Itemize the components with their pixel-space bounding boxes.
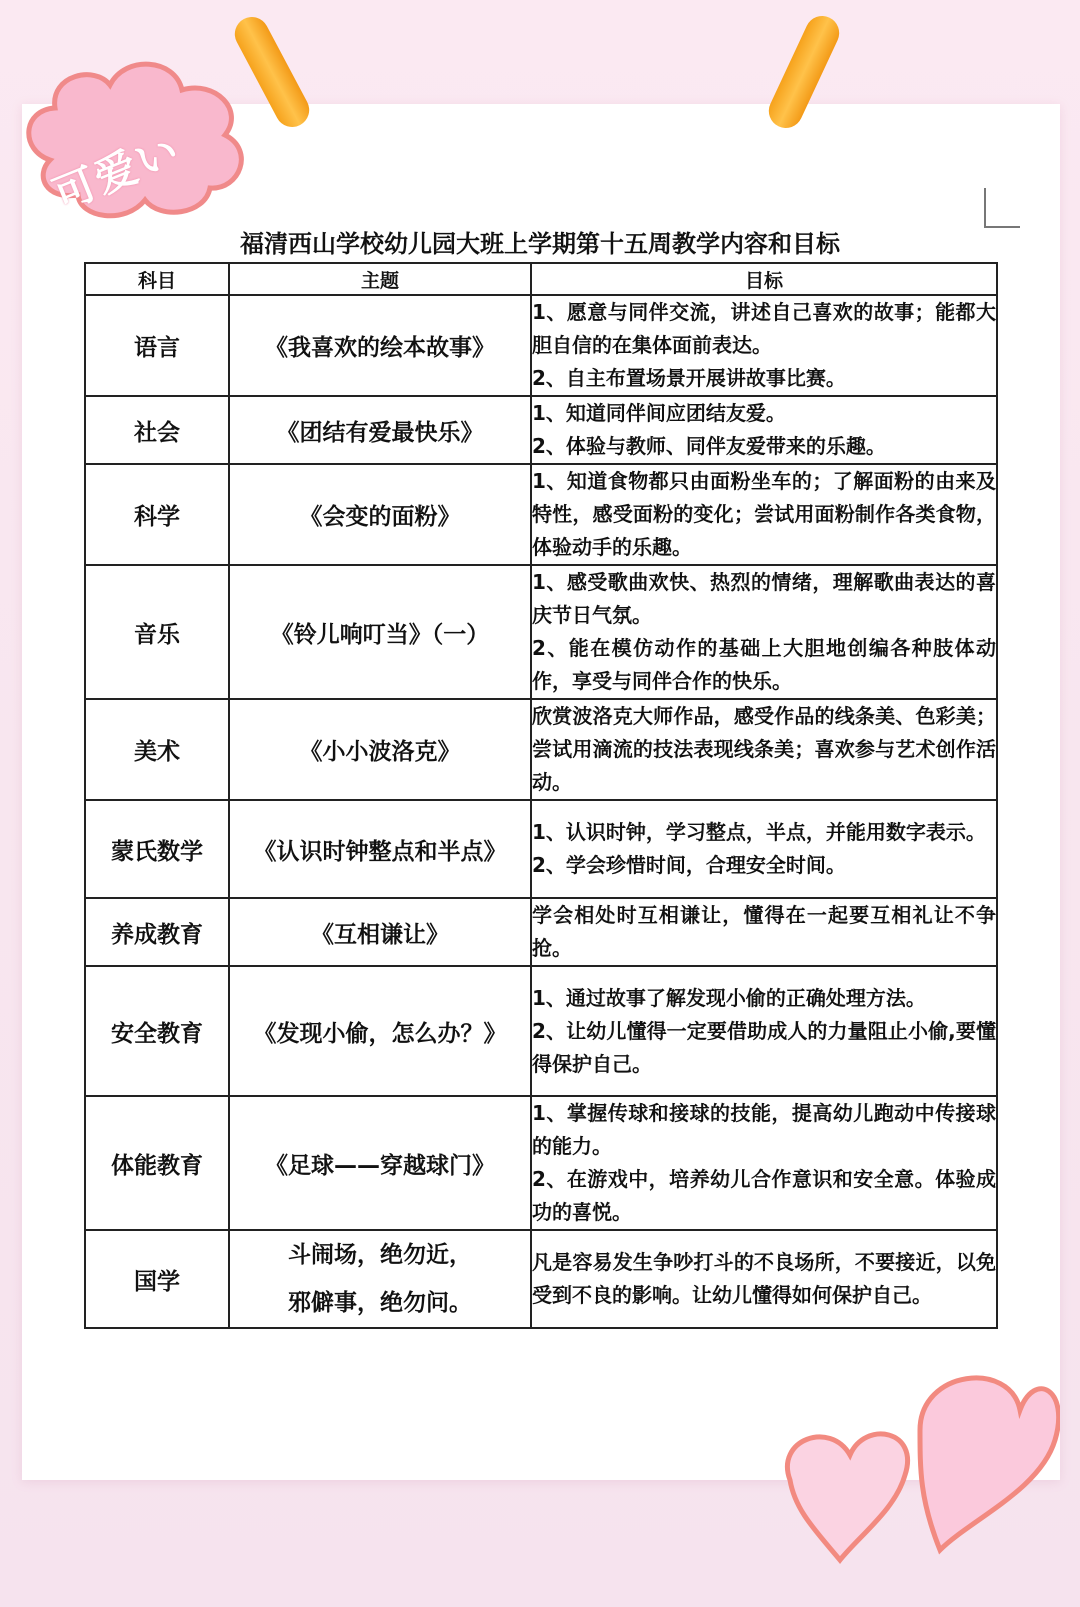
theme-line: 邪僻事，绝勿问。 [288, 1290, 472, 1316]
theme-cell: 《会变的面粉》 [229, 464, 531, 565]
table-row [85, 800, 997, 898]
goal-cell: 凡是容易发生争吵打斗的不良场所，不要接近，以免受到不良的影响。让幼儿懂得如何保护自己。 [531, 1230, 997, 1328]
header-theme: 主题 [229, 263, 531, 295]
table-row [85, 396, 997, 464]
table-header-row [85, 263, 997, 295]
teaching-table [84, 262, 998, 1329]
hearts-sticker [770, 1350, 1060, 1600]
crop-corner-mark [984, 188, 1020, 228]
goal-cell: 1、掌握传球和接球的技能，提高幼儿跑动中传接球的能力。 2、在游戏中，培养幼儿合作意识和安全意。体验成功的喜悦。 [531, 1096, 997, 1230]
theme-cell: 《互相谦让》 [229, 898, 531, 966]
subject-cell: 安全教育 [85, 966, 229, 1096]
theme-cell: 《发现小偷，怎么办？》 [229, 966, 531, 1096]
goal-cell: 1、知道食物都只由面粉坐车的；了解面粉的由来及特性，感受面粉的变化；尝试用面粉制作各类食物，体验动手的乐趣。 [531, 464, 997, 565]
theme-cell: 《我喜欢的绘本故事》 [229, 295, 531, 396]
goal-cell: 1、感受歌曲欢快、热烈的情绪，理解歌曲表达的喜庆节日气氛。 2、能在模仿动作的基础上大胆地创编各种肢体动作，享受与同伴合作的快乐。 [531, 565, 997, 699]
table-row [85, 565, 997, 699]
theme-cell: 《认识时钟整点和半点》 [229, 800, 531, 898]
theme-cell: 《小小波洛克》 [229, 699, 531, 800]
theme-cell [229, 1230, 531, 1328]
subject-cell: 蒙氏数学 [85, 800, 229, 898]
subject-cell: 语言 [85, 295, 229, 396]
table-row [85, 1096, 997, 1230]
theme-line: 斗闹场，绝勿近， [288, 1242, 472, 1268]
header-subject: 科目 [85, 263, 229, 295]
goal-cell: 1、愿意与同伴交流，讲述自己喜欢的故事；能都大胆自信的在集体面前表达。 2、自主布置场景开展讲故事比赛。 [531, 295, 997, 396]
subject-cell: 社会 [85, 396, 229, 464]
goal-cell: 1、认识时钟，学习整点，半点，并能用数字表示。 2、学会珍惜时间，合理安全时间。 [531, 800, 997, 898]
subject-cell: 音乐 [85, 565, 229, 699]
subject-cell: 体能教育 [85, 1096, 229, 1230]
table-row [85, 295, 997, 396]
table-row [85, 699, 997, 800]
header-goal: 目标 [531, 263, 997, 295]
table-row [85, 898, 997, 966]
theme-cell: 《团结有爱最快乐》 [229, 396, 531, 464]
table-row [85, 966, 997, 1096]
subject-cell: 国学 [85, 1230, 229, 1328]
subject-cell: 科学 [85, 464, 229, 565]
goal-cell: 欣赏波洛克大师作品，感受作品的线条美、色彩美；尝试用滴流的技法表现线条美；喜欢参与艺术创作活动。 [531, 699, 997, 800]
theme-cell: 《铃儿响叮当》（一） [229, 565, 531, 699]
table-row [85, 1230, 997, 1328]
heart-icon [770, 1350, 1060, 1600]
goal-cell: 1、通过故事了解发现小偷的正确处理方法。 2、让幼儿懂得一定要借助成人的力量阻止小偷,要懂得保护自己。 [531, 966, 997, 1096]
table-row [85, 464, 997, 565]
subject-cell: 养成教育 [85, 898, 229, 966]
subject-cell: 美术 [85, 699, 229, 800]
cloud-label: 可爱い [46, 124, 188, 220]
theme-cell: 《足球——穿越球门》 [229, 1096, 531, 1230]
cloud-sticker [10, 40, 270, 240]
goal-cell: 1、知道同伴间应团结友爱。 2、体验与教师、同伴友爱带来的乐趣。 [531, 396, 997, 464]
page-title: 福清西山学校幼儿园大班上学期第十五周教学内容和目标 [240, 230, 840, 258]
goal-cell: 学会相处时互相谦让，懂得在一起要互相礼让不争抢。 [531, 898, 997, 966]
